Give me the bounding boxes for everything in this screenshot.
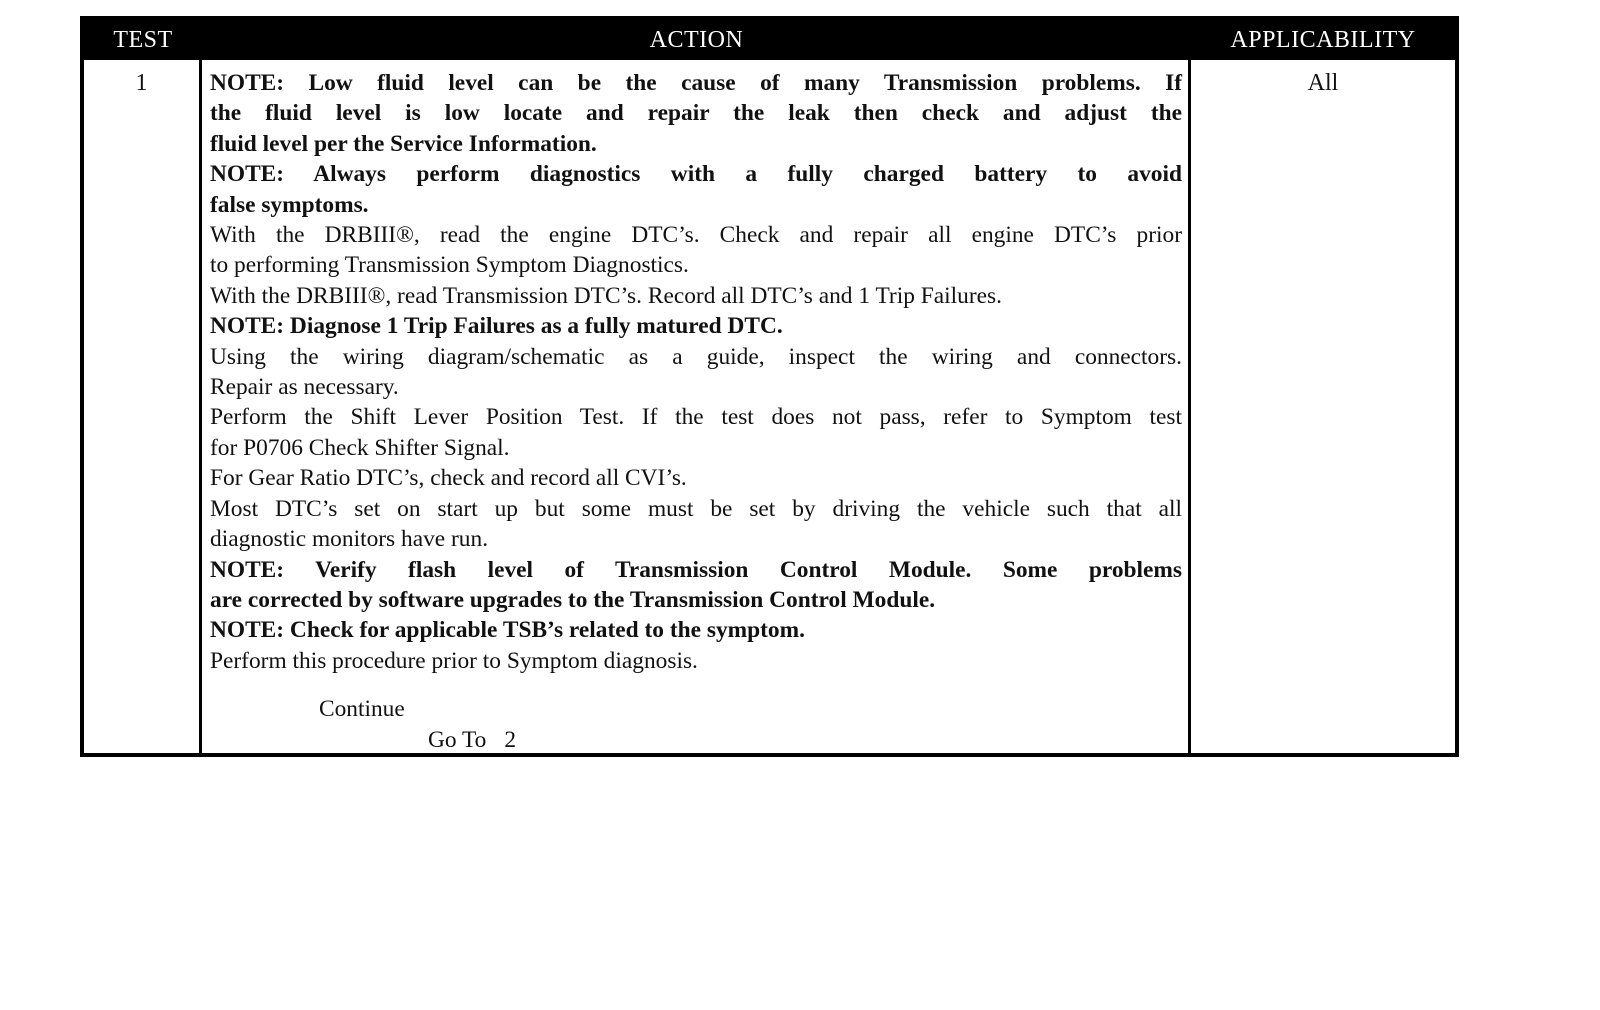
note-line: fluid level per the Service Information. (210, 130, 597, 157)
goto-value: 2 (504, 726, 517, 753)
instruction-line: Using the wiring diagram/schematic as a guide, inspect the wiring and connectors. (210, 343, 1182, 370)
applicability-value: All (1307, 70, 1339, 96)
goto-step (428, 725, 1182, 755)
table-row (84, 60, 1455, 753)
header-action: ACTION (649, 26, 744, 53)
header-applicability: APPLICABILITY (1230, 26, 1416, 53)
continue-label: Continue (319, 696, 405, 723)
action-cell (202, 60, 1191, 753)
note-line: NOTE: Check for applicable TSB’s related to the symptom. (210, 617, 805, 644)
instruction-line: for P0706 Check Shifter Signal. (210, 434, 510, 461)
instruction-line: to performing Transmission Symptom Diagnostics. (210, 252, 689, 279)
note-line: NOTE: Diagnose 1 Trip Failures as a fully matured DTC. (210, 313, 783, 340)
instruction-line: For Gear Ratio DTC’s, check and record all CVI’s. (210, 465, 687, 492)
note-line: the fluid level is low locate and repair the leak then check and adjust the (210, 100, 1182, 127)
table-header (84, 20, 1455, 60)
note-line: are corrected by software upgrades to the Transmission Control Module. (210, 586, 936, 613)
instruction-line: Most DTC’s set on start up but some must be set by driving the vehicle such that all (210, 495, 1182, 522)
goto-label: Go To (428, 726, 487, 753)
note-line: NOTE: Always perform diagnostics with a fully charged battery to avoid (210, 161, 1182, 188)
note-line: NOTE: Verify flash level of Transmission Control Module. Some problems (210, 556, 1182, 583)
instruction-line: diagnostic monitors have run. (210, 526, 489, 553)
note-line: NOTE: Low fluid level can be the cause of many Transmission problems. If (210, 70, 1182, 96)
diagnostic-table (80, 16, 1459, 757)
instruction-line: With the DRBIII®, read Transmission DTC’s. Record all DTC’s and 1 Trip Failures. (210, 282, 1002, 309)
header-test: TEST (113, 26, 173, 53)
instruction-line: Perform this procedure prior to Symptom diagnosis. (210, 647, 698, 674)
instruction-line: Repair as necessary. (210, 374, 399, 401)
test-number: 1 (84, 60, 202, 753)
instruction-line: Perform the Shift Lever Position Test. If the test does not pass, refer to Symptom test (210, 404, 1182, 431)
note-line: false symptoms. (210, 191, 369, 218)
instruction-line: With the DRBIII®, read the engine DTC’s. Check and repair all engine DTC’s prior (210, 222, 1182, 249)
